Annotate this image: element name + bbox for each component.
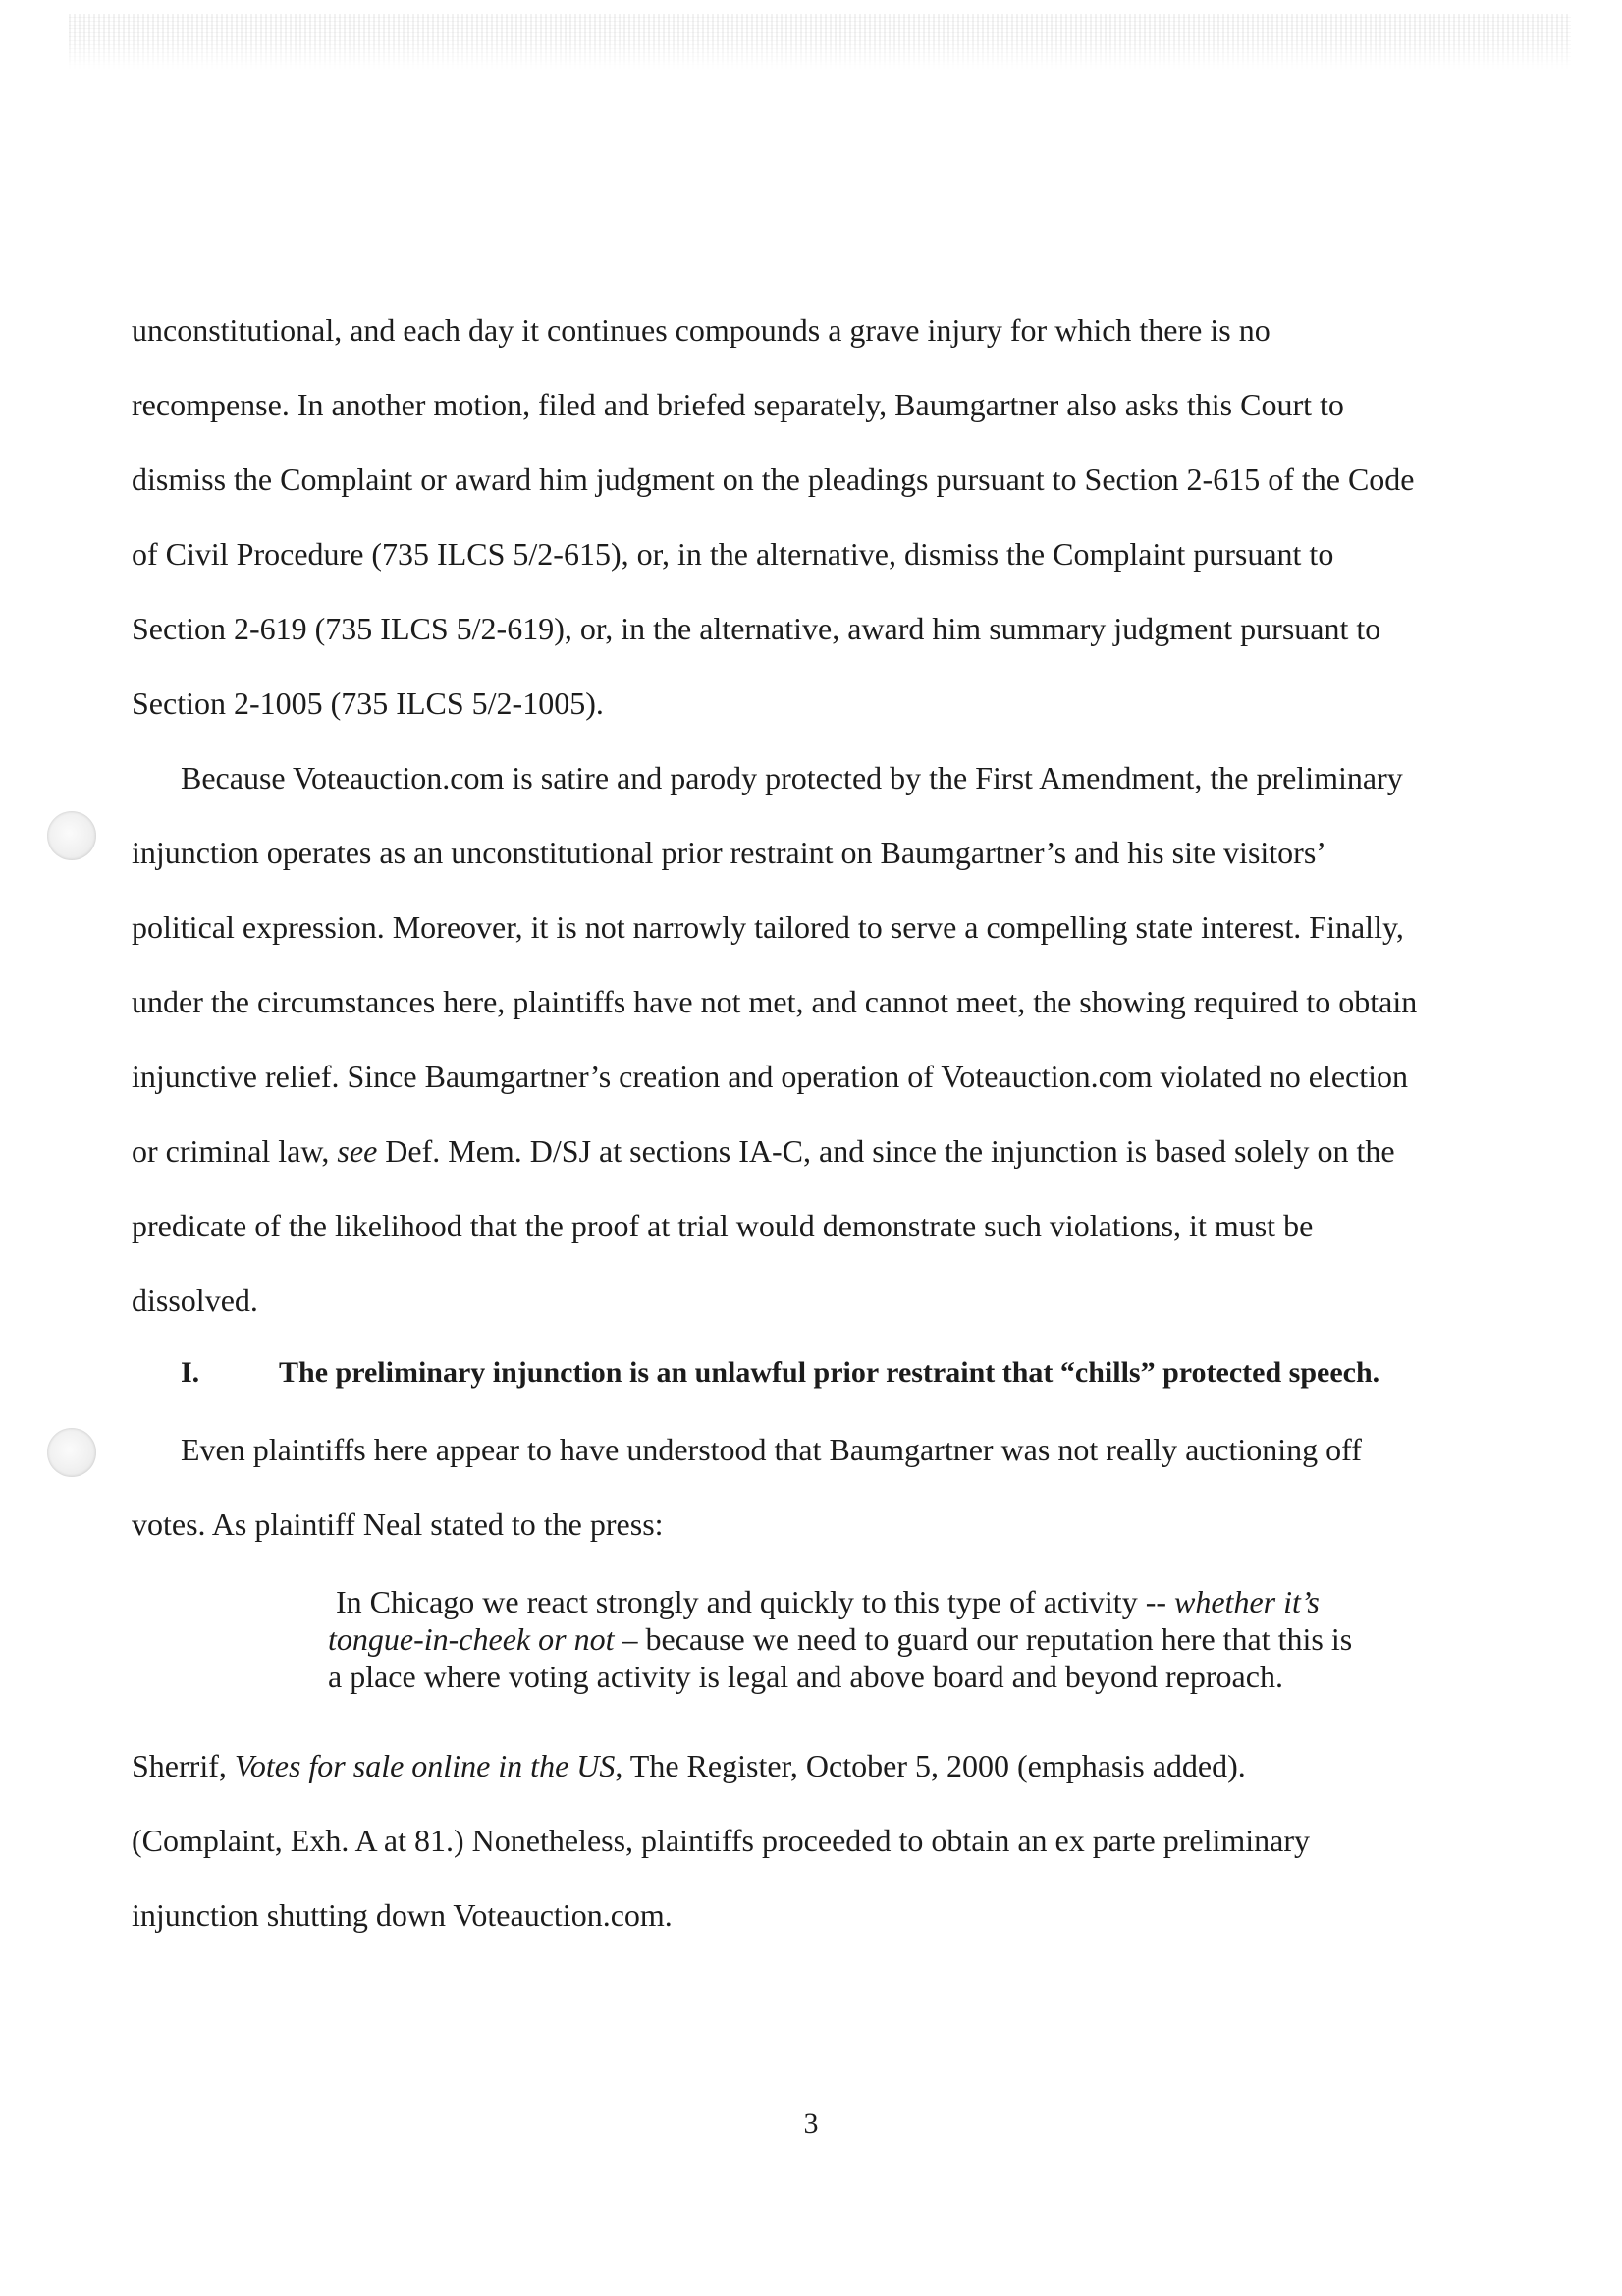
section-title: The preliminary injunction is an unlawful prior restraint that “chills” protected speech. bbox=[279, 1356, 1380, 1389]
scan-artifact bbox=[69, 14, 1571, 69]
citation-title: Votes for sale online in the US bbox=[234, 1748, 616, 1783]
signal-see: see bbox=[337, 1133, 378, 1169]
section-heading bbox=[132, 1355, 1428, 1391]
block-quote bbox=[328, 1583, 1369, 1695]
paragraph-continuation: unconstitutional, and each day it continues compounds a grave injury for which there is no recompense. In another motion, filed and briefed separately, Baumgartner also asks this Court to dismiss the Complaint or award him judgment on the pleadings pursuant to Section 2-615 of the Code of Civil Procedure (735 ILCS 5/2-615), or, in the alternative, dismiss the Complaint pursuant to Section 2-619 (735 ILCS 5/2-619), or, in the alternative, award him summary judgment pursuant to Section 2-1005 (735 ILCS 5/2-1005). bbox=[132, 312, 1415, 721]
citation-author: Sherrif, bbox=[132, 1748, 235, 1783]
paragraph-text: Def. Mem. D/SJ at sections IA-C, and since the injunction is based solely on the predicate of the likelihood that the proof at trial would demonstrate such violations, it must be dissolved. bbox=[132, 1133, 1395, 1318]
quote-text: – because we need to guard our reputation here that this is a place where voting activity is legal and above board and beyond reproach. bbox=[328, 1621, 1353, 1694]
paragraph-argument-summary bbox=[132, 740, 1428, 1338]
paragraph-conclusion: (Complaint, Exh. A at 81.) Nonetheless, plaintiffs proceeded to obtain an ex parte preliminary injunction shutting down Voteauction.com. bbox=[132, 1823, 1310, 1933]
paragraph-plaintiffs: Even plaintiffs here appear to have understood that Baumgartner was not really auctioning off votes. As plaintiff Neal stated to the press: bbox=[132, 1432, 1362, 1542]
paragraph-text: Because Voteauction.com is satire and parody protected by the First Amendment, the preliminary injunction operates as an unconstitutional prior restraint on Baumgartner’s and his site visitors’ political expression. Moreover, it is not narrowly tailored to serve a compelling state interest. Finally, under the circumstances here, plaintiffs have not met, and cannot meet, the showing required to obtain injunctive relief. Since Baumgartner’s creation and operation of Voteauction.com violated no election or criminal law, bbox=[132, 760, 1418, 1169]
punch-hole bbox=[47, 1428, 96, 1477]
quote-emphasis: whether it’s tongue-in-cheek or not bbox=[328, 1584, 1320, 1657]
document-body bbox=[132, 293, 1428, 1952]
section-number: I. bbox=[181, 1356, 200, 1389]
citation-rest: , The Register, October 5, 2000 (emphasis added). bbox=[615, 1748, 1246, 1783]
citation bbox=[132, 1728, 1428, 1803]
quote-text: In Chicago we react strongly and quickly to this type of activity -- bbox=[336, 1584, 1174, 1619]
punch-hole bbox=[47, 811, 96, 860]
page-number: 3 bbox=[803, 2107, 819, 2140]
